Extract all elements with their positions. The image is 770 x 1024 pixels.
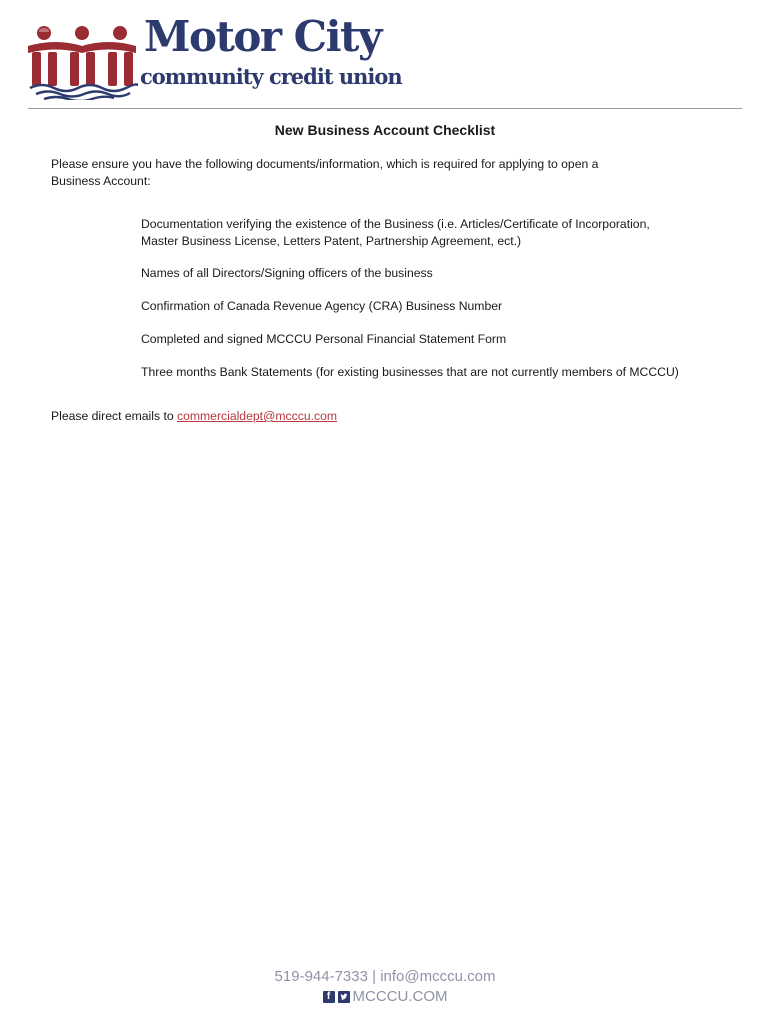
email-link[interactable]: commercialdept@mcccu.com [177, 409, 338, 423]
list-item: Names of all Directors/Signing officers of the business [141, 266, 433, 280]
list-item: Confirmation of Canada Revenue Agency (CRA) Business Number [141, 299, 503, 313]
list-item: Completed and signed MCCCU Personal Financial Statement Form [141, 332, 507, 346]
brand-tagline: community credit union [140, 64, 402, 89]
logo-mark-icon [26, 22, 138, 100]
list-item: Three months Bank Statements (for existing businesses that are not currently members of MCCCU) [141, 365, 679, 379]
intro-paragraph: Please ensure you have the following documents/information, which is required for applying to open a Business Account: [51, 157, 599, 188]
page-title: New Business Account Checklist [274, 122, 496, 138]
footer-contact: 519-944-7333 | info@mcccu.com [274, 968, 496, 985]
requirements-list [141, 216, 741, 397]
brand-name: Motor City [144, 12, 381, 61]
email-instruction [51, 408, 337, 425]
letterhead [26, 12, 402, 102]
facebook-icon[interactable]: f [323, 991, 335, 1003]
email-prefix: Please direct emails to [51, 409, 177, 423]
footer [0, 968, 770, 1006]
footer-website[interactable]: MCCCU.COM [352, 988, 448, 1005]
list-item: Documentation verifying the existence of the Business (i.e. Articles/Certificate of Incorporation, Master Business License, Letters Patent, Partnership Agreement, ect.) [141, 217, 650, 248]
footer-web-row [323, 988, 448, 1006]
twitter-icon[interactable] [338, 991, 350, 1003]
header-divider [28, 108, 742, 109]
